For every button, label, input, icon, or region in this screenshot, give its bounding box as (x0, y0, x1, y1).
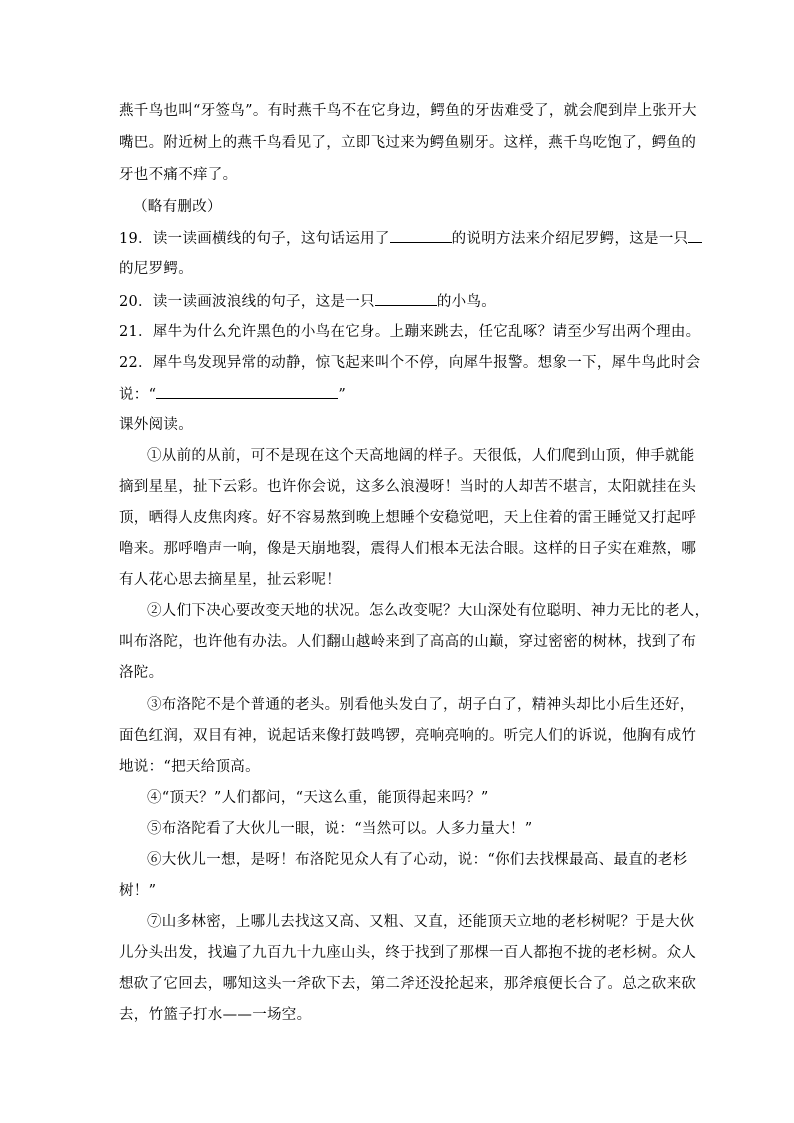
story-line: ④“顶天？”人们都问，“天这么重，能顶得起来吗？” (147, 790, 489, 806)
story-line: 儿分头出发，找遍了九百九十九座山头，终于找到了那棵一百人都抱不拢的老杉树。众人 (119, 945, 697, 961)
story-line: 有人花心思去摘星星，扯云彩呢！ (119, 572, 341, 588)
question-19-cont: 的尼罗鳄。 (119, 261, 193, 277)
story-line: 叫布洛陀，也许他有办法。人们翻山越岭来到了高高的山巅，穿过密密的树林，找到了布 (119, 634, 697, 650)
story-line: 想砍了它回去，哪知这头一斧砍下去，第二斧还没抡起来，那斧痕便长合了。总之砍来砍 (119, 976, 697, 992)
story-line: 摘到星星，扯下云彩。也许你会说，这多么浪漫呀！当时的人却苦不堪言，太阳就挂在头 (119, 479, 697, 495)
story-line: 树！” (119, 883, 157, 899)
answer-blank[interactable] (156, 384, 338, 399)
passage-line: 燕千鸟也叫“牙签鸟”。有时燕千鸟不在它身边，鳄鱼的牙齿难受了，就会爬到岸上张开大 (119, 103, 697, 119)
story-line: 面色红润，双目有神，说起话来像打鼓鸣锣，亮响亮响的。听完人们的诉说，他胸有成竹 (119, 728, 697, 744)
story-line: 顶，晒得人皮焦肉疼。好不容易熬到晚上想睡个安稳觉吧，天上住着的雷王睡觉又打起呼 (119, 510, 697, 526)
story-line: ⑦山多林密，上哪儿去找这又高、又粗、又直，还能顶天立地的老杉树呢？于是大伙 (147, 914, 695, 930)
story-line: ①从前的从前，可不是现在这个天高地阔的样子。天很低，人们爬到山顶，伸手就能 (147, 448, 695, 464)
story-line: 地说：“把天给顶高。 (119, 759, 260, 775)
passage-line: 嘴巴。附近树上的燕千鸟看见了，立即飞过来为鳄鱼剔牙。这样，燕千鸟吃饱了，鳄鱼的 (119, 135, 697, 151)
story-line: ⑤布洛陀看了大伙儿一眼，说：“当然可以。人多力量大！” (147, 821, 533, 837)
answer-blank[interactable] (390, 228, 452, 243)
story-line: 噜来。那呼噜声一响，像是天崩地裂，震得人们根本无法合眼。这样的日子实在难熬，哪 (119, 541, 697, 557)
revision-note: （略有删改） (133, 199, 222, 215)
question-19: 19．读一读画横线的句子，这句话运用了 的说明方法来介绍尼罗鳄，这是一只 (119, 228, 702, 249)
answer-blank[interactable] (375, 291, 437, 306)
answer-blank[interactable] (688, 228, 702, 243)
story-line: 洛陀。 (119, 665, 164, 681)
question-22: 22．犀牛鸟发现异常的动静，惊飞起来叫个不停，向犀牛报警。想象一下，犀牛鸟此时会 (119, 355, 701, 371)
question-22-cont: 说：“ ” (119, 384, 346, 405)
question-21: 21．犀牛为什么允许黑色的小鸟在它身。上蹦来跳去，任它乱啄？请至少写出两个理由。 (119, 324, 701, 340)
story-line: ③布洛陀不是个普通的老头。别看他头发白了，胡子白了，精神头却比小后生还好， (147, 697, 695, 713)
section-title: 课外阅读。 (119, 417, 193, 433)
passage-line: 牙也不痛不痒了。 (119, 167, 238, 183)
story-line: ⑥大伙儿一想，是呀！布洛陀见众人有了心动，说：“你们去找棵最高、最直的老杉 (147, 852, 688, 868)
story-line: 去，竹篮子打水——一场空。 (119, 1007, 312, 1023)
story-line: ②人们下决心要改变天地的状况。怎么改变呢？大山深处有位聪明、神力无比的老人， (147, 603, 710, 619)
question-20: 20．读一读画波浪线的句子，这是一只 的小鸟。 (119, 291, 496, 312)
